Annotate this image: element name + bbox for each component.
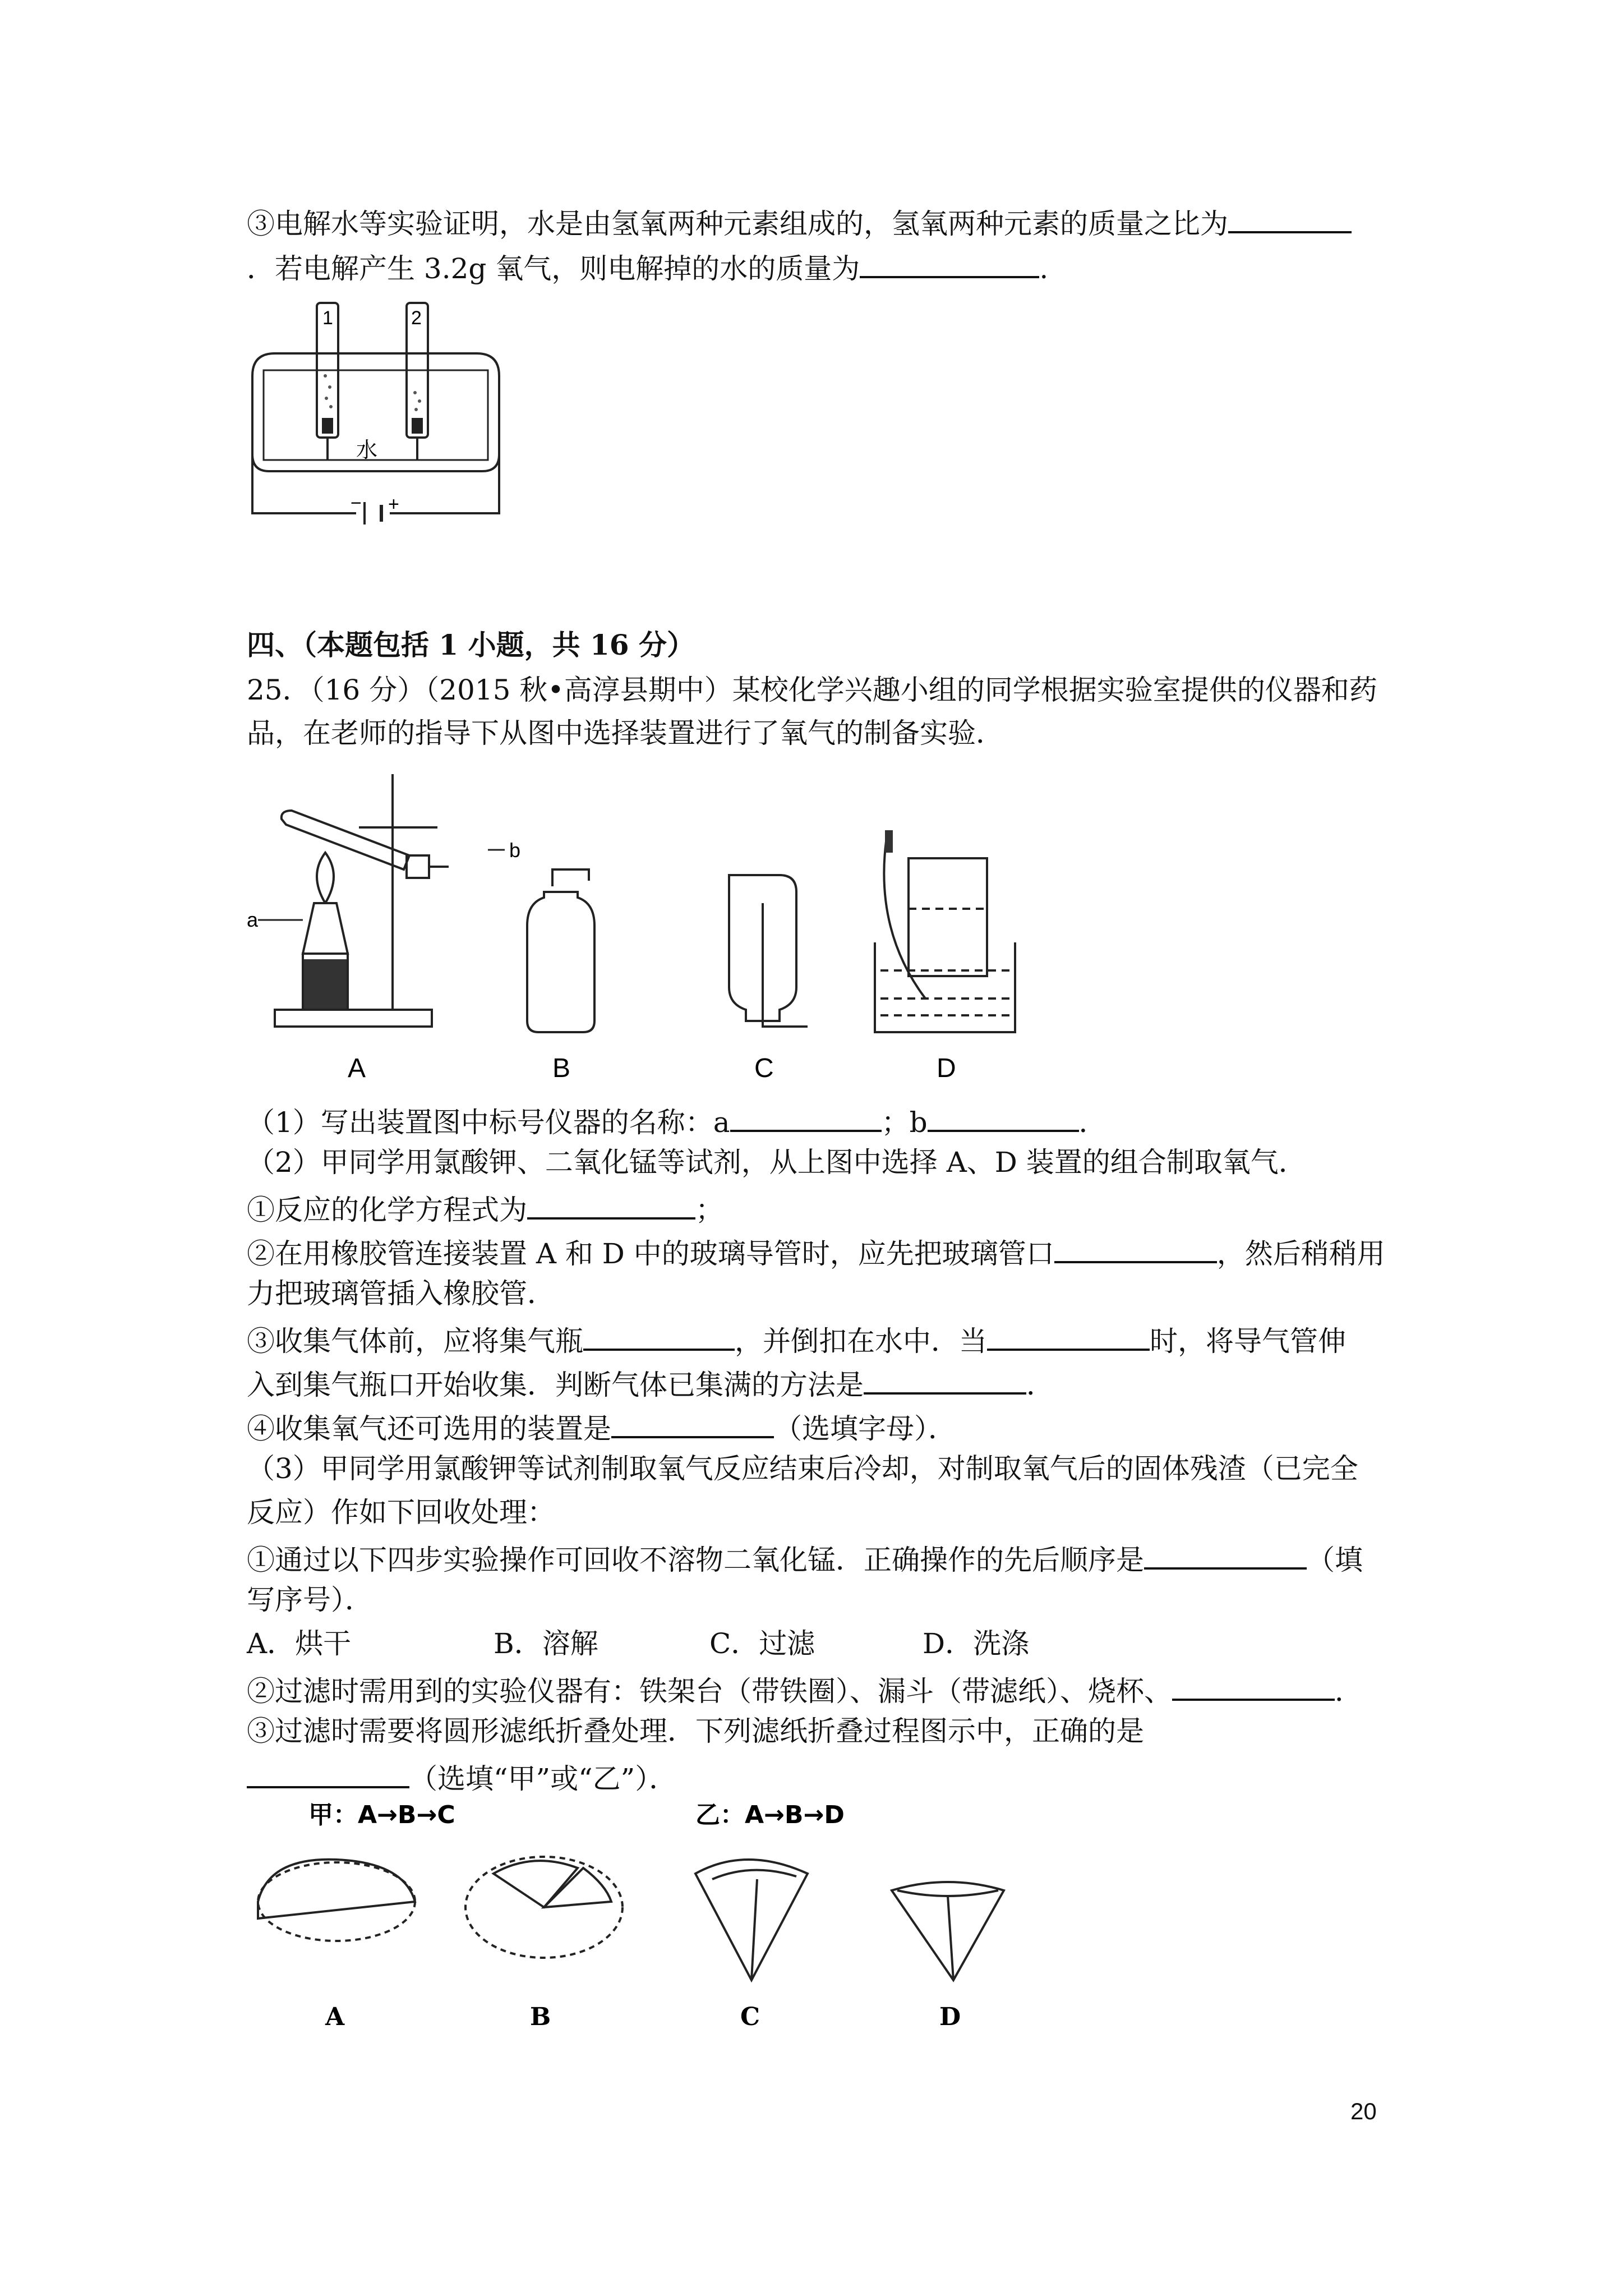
fold-caption-b: B <box>530 2003 551 2031</box>
q25-part3b: 反应）作如下回收处理： <box>247 1496 555 1529</box>
apparatus-figure <box>241 763 1082 1088</box>
tube-2-label: 2 <box>411 307 422 329</box>
q25-part2-1: ①反应的化学方程式为 ； <box>247 1188 1380 1228</box>
blank-jia-yi[interactable] <box>247 1757 409 1788</box>
tube-1-label: 1 <box>322 307 333 329</box>
q25-intro-1: 25．（16 分）（2015 秋•高淳县期中）某校化学兴趣小组的同学根据实验室提供的仪器和药 <box>247 674 1377 706</box>
caption-c: C <box>754 1053 774 1083</box>
yi-label: 乙：A→B→D <box>695 1801 845 1829</box>
q25-part3-1b: 写序号）． <box>247 1584 373 1616</box>
label-b: b <box>509 839 521 862</box>
q25-part2-3b: 入到集气瓶口开始收集．判断气体已集满的方法是 ． <box>247 1363 1380 1403</box>
section-heading: 四、（本题包括 1 小题，共 16 分） <box>247 628 695 661</box>
q3-line1: ③电解水等实验证明，水是由氢氧两种元素组成的，氢氧两种元素的质量之比为 <box>247 202 1380 242</box>
plus-label: + <box>388 494 399 515</box>
q25-part3-3b: （选填“甲”或“乙”）． <box>247 1757 1380 1797</box>
blank-instrument-b[interactable] <box>928 1101 1079 1132</box>
option-b: B．溶解 <box>494 1627 598 1660</box>
option-c: C．过滤 <box>709 1627 815 1660</box>
blank-mass-ratio[interactable] <box>1228 202 1352 233</box>
blank-full-method[interactable] <box>864 1363 1026 1395</box>
blank-instrument-a[interactable] <box>730 1101 882 1132</box>
q25-part2-4: ④收集氧气还可选用的装置是 （选填字母）． <box>247 1407 1380 1447</box>
label-a: a <box>247 908 259 931</box>
fold-caption-c: C <box>740 2003 760 2031</box>
blank-instrument[interactable] <box>1172 1669 1335 1701</box>
q25-part1: （1）写出装置图中标号仪器的名称：a ；b ． <box>247 1101 1380 1140</box>
q25-part3-2: ②过滤时需用到的实验仪器有：铁架台（带铁圈）、漏斗（带滤纸）、烧杯、 ． <box>247 1669 1380 1709</box>
blank-device[interactable] <box>611 1407 774 1438</box>
q25-part2: （2）甲同学用氯酸钾、二氧化锰等试剂，从上图中选择 A、D 装置的组合制取氧气． <box>247 1146 1307 1179</box>
blank-water-mass[interactable] <box>860 247 1039 278</box>
caption-d: D <box>937 1053 956 1083</box>
caption-b: B <box>552 1053 571 1083</box>
blank-equation[interactable] <box>527 1188 695 1220</box>
q25-part3-1: ①通过以下四步实验操作可回收不溶物二氧化锰．正确操作的先后顺序是 （填 <box>247 1538 1380 1578</box>
q25-part2-3: ③收集气体前，应将集气瓶 ，并倒扣在水中．当 时，将导气管伸 <box>247 1319 1380 1359</box>
q25-part3-3: ③过滤时需要将圆形滤纸折叠处理．下列滤纸折叠过程图示中，正确的是 <box>247 1715 1144 1747</box>
q25-intro-2: 品，在老师的指导下从图中选择装置进行了氧气的制备实验． <box>247 717 1004 749</box>
caption-a: A <box>348 1053 366 1083</box>
blank-bottle[interactable] <box>583 1319 735 1351</box>
blank-order[interactable] <box>1144 1538 1307 1570</box>
q3-line2: ．若电解产生 3.2g 氧气，则电解掉的水的质量为 . <box>247 247 1380 287</box>
jia-label: 甲：A→B→C <box>308 1801 455 1829</box>
electrolysis-figure <box>241 292 510 527</box>
water-label: 水 <box>356 438 378 462</box>
minus-label: − <box>351 493 362 514</box>
fold-caption-d: D <box>939 2003 961 2031</box>
q25-part2-2: ②在用橡胶管连接装置 A 和 D 中的玻璃导管时，应先把玻璃管口 ，然后稍稍用 <box>247 1232 1380 1272</box>
fold-caption-a: A <box>325 2003 345 2031</box>
q25-part2-2b: 力把玻璃管插入橡胶管． <box>247 1277 555 1310</box>
option-a: A．烘干 <box>247 1627 352 1660</box>
q25-part3: （3）甲同学用氯酸钾等试剂制取氧气反应结束后冷却，对制取氧气后的固体残渣（已完全 <box>247 1452 1358 1485</box>
option-d: D．洗涤 <box>923 1627 1030 1660</box>
blank-when[interactable] <box>987 1319 1150 1351</box>
page-number: 20 <box>1350 2098 1377 2124</box>
blank-tube-mouth[interactable] <box>1054 1232 1217 1263</box>
filter-folding-figure <box>247 1795 1088 2042</box>
